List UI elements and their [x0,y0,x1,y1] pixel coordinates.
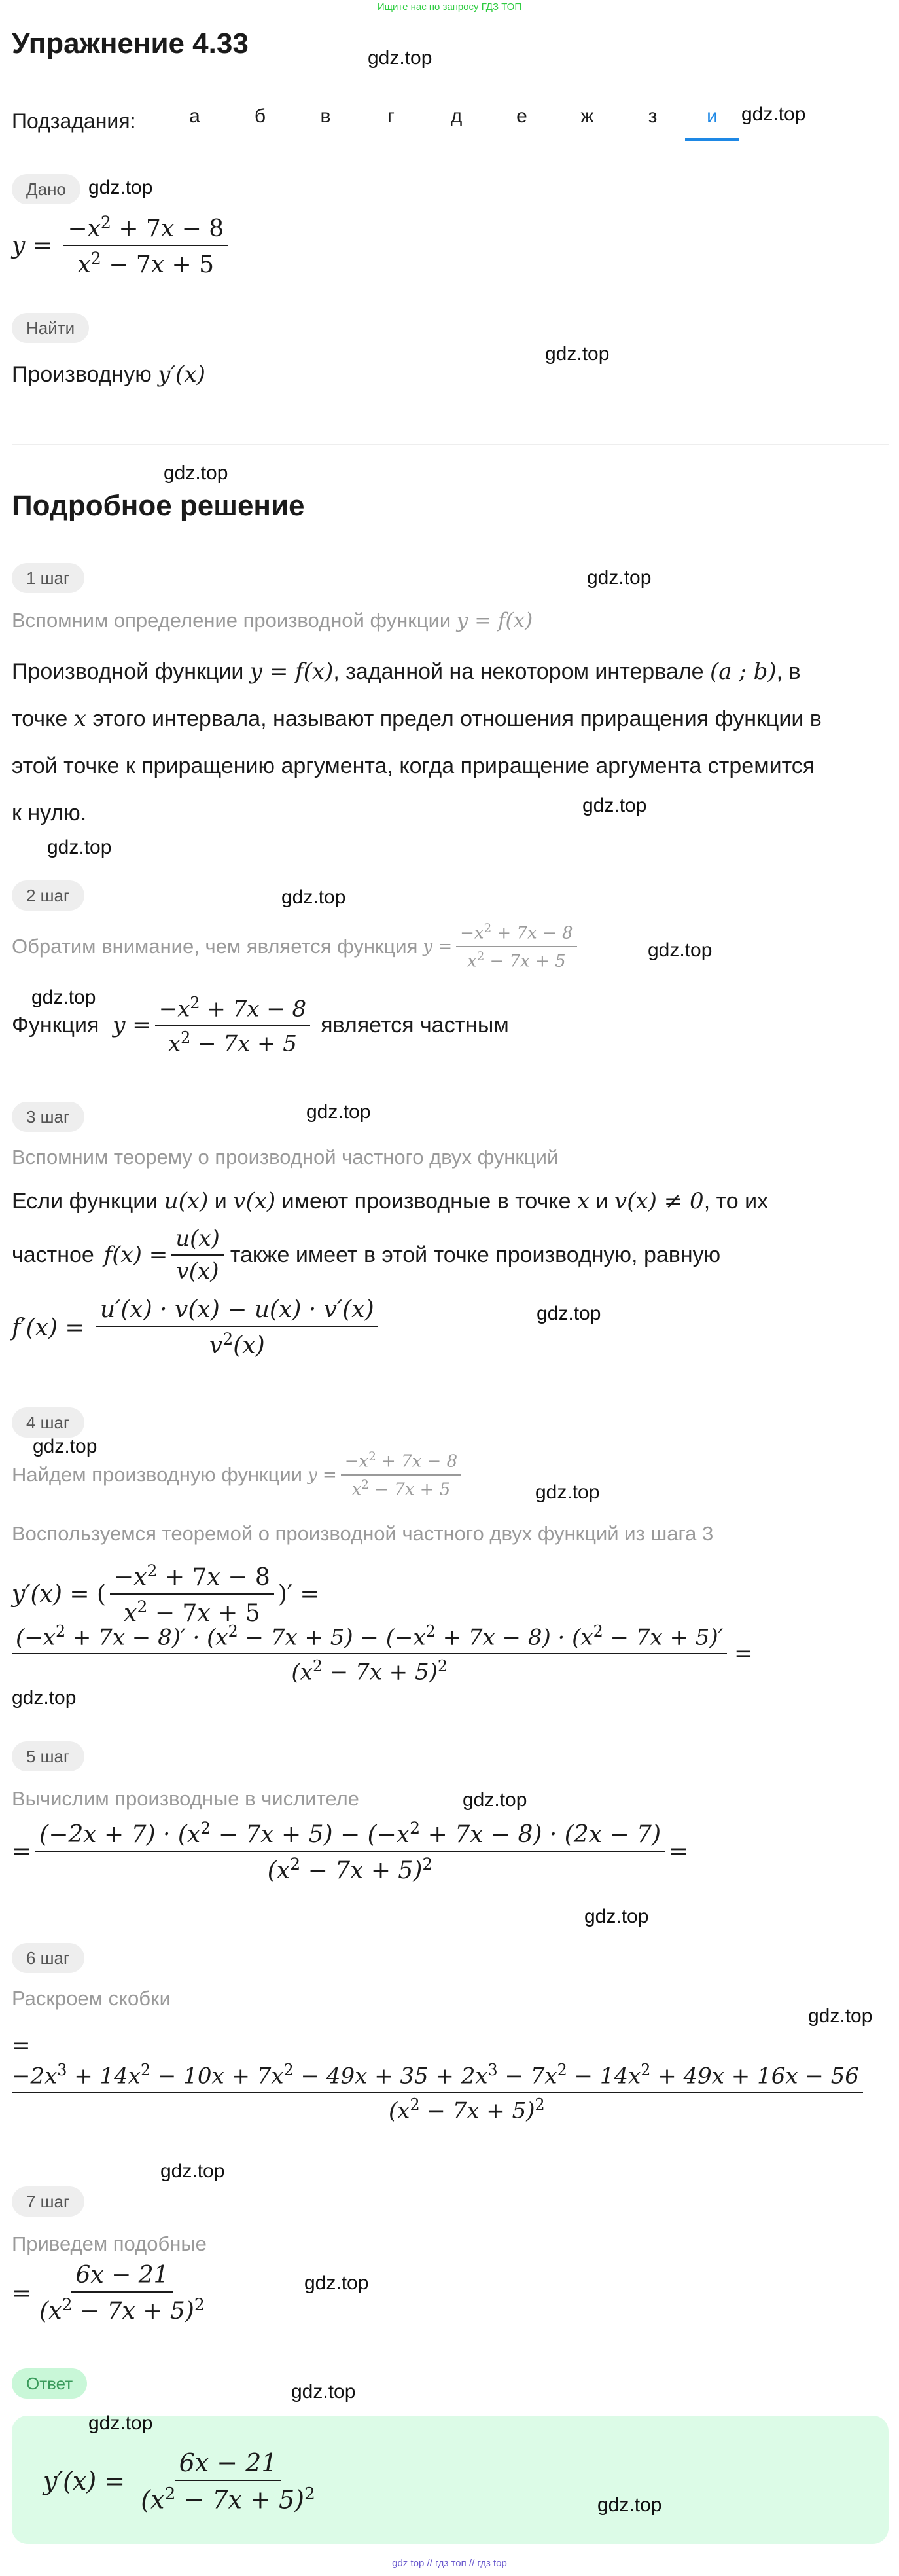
step-badge: 6 шаг [12,1943,84,1973]
watermark: gdz.top [535,1481,600,1503]
step4-derivative-expansion: $(-x^2 + 7x - 8)' \cdot (x^2 - 7x + 5) - (-x^2 + 7x - 8) \cdot (x^2 - 7x + 5)'$ $(x^2 - 7x + 5)^2$ = [12,1622,753,1686]
watermark: gdz.top [33,1436,97,1457]
tab-b[interactable]: б [254,105,266,127]
step6-equals: = [12,2033,31,2059]
section-divider [12,444,889,445]
watermark: gdz.top [88,177,153,198]
page-title: Упражнение 4.33 [12,27,249,60]
tab-e[interactable]: е [516,105,527,127]
watermark: gdz.top [368,47,432,69]
step-badge: 4 шаг [12,1407,84,1438]
watermark: gdz.top [741,103,806,125]
tab-d[interactable]: д [450,105,463,127]
watermark: gdz.top [597,2494,662,2516]
watermark: gdz.top [304,2272,369,2294]
step3-line2: частное f(x) = $\frac{u(x)}{v(x)}$ также имеет в этой точке производную, равную [12,1225,721,1284]
step-hint: Вспомним теорему о производной частного двух функций [12,1146,559,1169]
answer-badge: Ответ [12,2368,87,2399]
watermark: gdz.top [306,1101,371,1123]
tab-g[interactable]: г [387,105,395,127]
step-hint: Раскроем скобки [12,1987,171,2010]
watermark: gdz.top [463,1789,527,1811]
quotient-rule-formula: f′(x) = $\frac{u'(x) \cdot v(x) - u(x) \cdot v'(x)}{v^2(x)}$ [12,1296,382,1359]
watermark: gdz.top [587,567,652,589]
answer-formula: y′(x) = $\frac{6x - 21}{(x^2 - 7x + 5)^2}$ [43,2448,315,2514]
watermark: gdz.top [160,2160,225,2182]
step3-line1: Если функции u(x) и v(x) имеют производные в точке x и v(x) ≠ 0, то их [12,1188,769,1214]
watermark: gdz.top [537,1303,601,1324]
watermark: gdz.top [47,837,112,858]
step-hint-2: Воспользуемся теоремой о производной частного двух функций из шага 3 [12,1522,714,1545]
step-hint: Приведем подобные [12,2232,207,2255]
watermark: gdz.top [291,2381,356,2403]
solution-title: Подробное решение [12,490,305,522]
footer-link[interactable]: gdz top // гдз топ // гдз top [392,2558,507,2569]
step5-formula: = $\frac{(-2x + 7) \cdot (x^2 - 7x + 5) - (-x^2 + 7x - 8) \cdot (2x - 7)}{(x^2 - 7x + 5)^2}$ = [12,1819,689,1884]
watermark: gdz.top [808,2005,873,2027]
watermark: gdz.top [584,1906,649,1927]
watermark: gdz.top [88,2412,153,2434]
watermark: gdz.top [31,987,96,1008]
answer-box [12,2416,889,2544]
watermark: gdz.top [648,939,713,961]
step6-formula-scroll[interactable]: $-2x^3 + 14x^2 - 10x + 7x^2 - 49x + 35 + 2x^3 - 7x^2 - 14x^2 + 49x + 16x - 56$ $(x^2 - 7x + 5)^2$ [12,2061,899,2146]
step7-formula: = $\frac{6x - 21}{(x^2 - 7x + 5)^2}$ [12,2262,205,2325]
given-badge: Дано [12,174,80,204]
step-hint: Обратим внимание, чем является функция y = $\frac{-x^2 + 7x - 8}{x^2 - 7x + 5}$ [12,922,581,971]
step-hint: Вспомним определение производной функции y = f(x) [12,609,533,632]
watermark: gdz.top [164,462,228,484]
find-text: Производную y′(x) [12,361,205,388]
tab-zh[interactable]: ж [580,105,594,127]
step-hint: Вычислим производные в числителе [12,1787,359,1810]
step2-text: Функция y = $\frac{-x^2 + 7x - 8}{x^2 - 7x + 5}$ является частным [12,994,509,1057]
step1-definition: Производной функции y = f(x), заданной на некотором интервале (a ; b), в точке x этого интервала, называют предел отношения приращения функции в этой точке к приращению аргумента, когда приращение аргумента стремится к нулю. [12,659,822,825]
step-badge: 3 шаг [12,1102,84,1132]
watermark: gdz.top [12,1687,77,1709]
step-badge: 5 шаг [12,1741,84,1771]
step-badge: 1 шаг [12,563,84,593]
watermark: gdz.top [545,343,610,365]
tab-a[interactable]: а [189,105,200,127]
step-badge: 7 шаг [12,2186,84,2217]
tab-v[interactable]: в [320,105,331,127]
step-hint: Найдем производную функции y = $\frac{-x^2 + 7x - 8}{x^2 - 7x + 5}$ [12,1450,465,1499]
step4-derivative-setup: y′(x) = ( $\frac{-x^2 + 7x - 8}{x^2 - 7x + 5}$ )′ = [12,1561,320,1627]
search-hint-link[interactable]: Ищите нас по запросу ГДЗ ТОП [377,1,522,12]
watermark: gdz.top [281,886,346,908]
watermark: gdz.top [582,795,647,816]
given-formula: y = $\frac{-x^2 + 7x - 8}{x^2 - 7x + 5}$ [12,213,232,278]
step-badge: 2 шаг [12,880,84,911]
tab-z[interactable]: з [648,105,658,127]
find-badge: Найти [12,313,89,343]
subtasks-label: Подзадания: [12,109,136,133]
tab-i[interactable]: и [685,101,739,141]
